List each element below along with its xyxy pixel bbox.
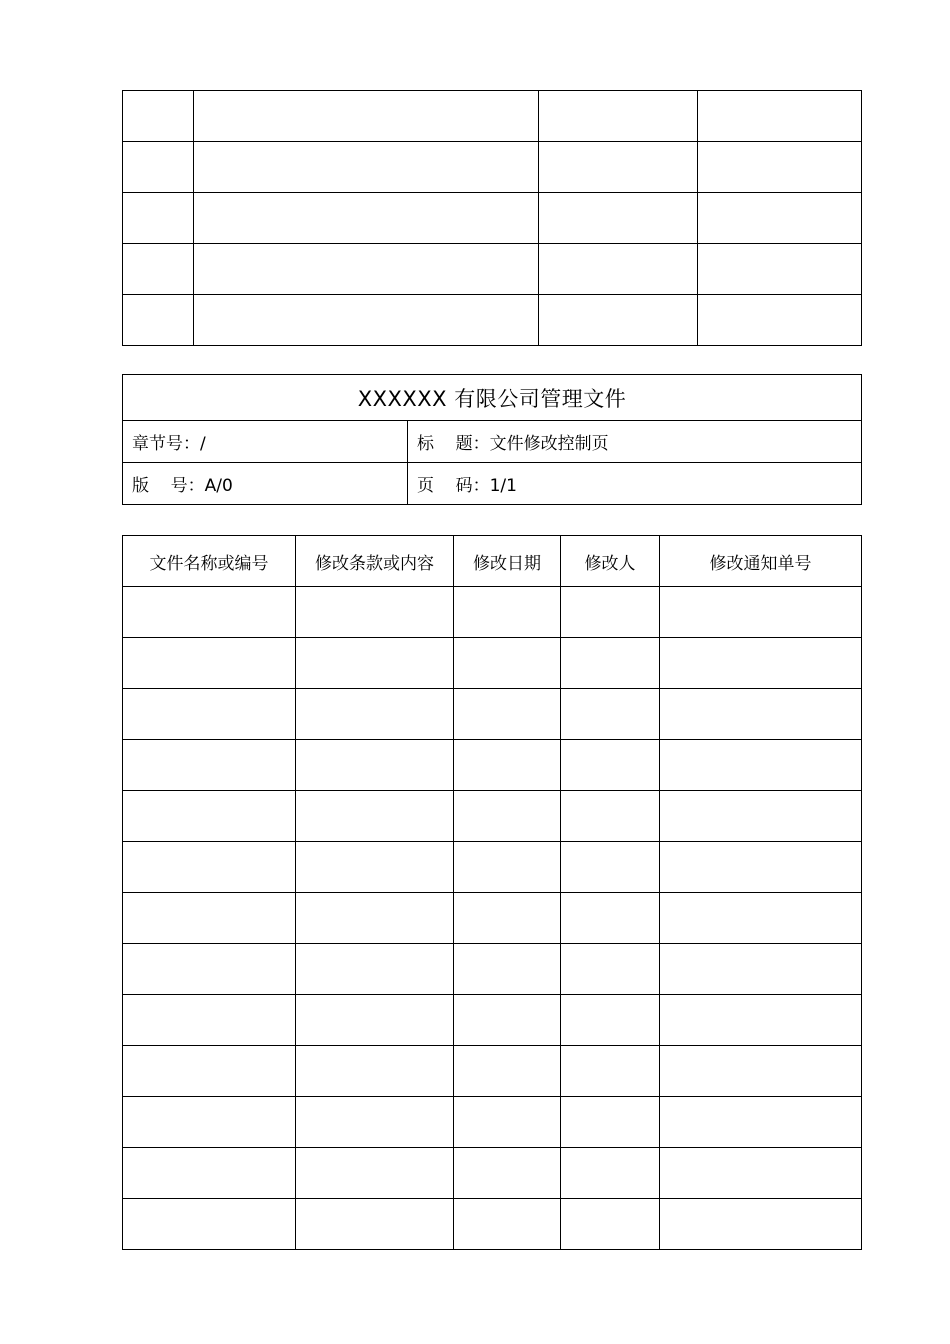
table-cell	[539, 142, 698, 193]
table-row	[123, 1199, 862, 1250]
table-cell	[123, 1046, 296, 1097]
table-row	[123, 893, 862, 944]
table-cell	[454, 842, 561, 893]
table-header-row	[123, 536, 862, 587]
table-cell	[539, 295, 698, 346]
table-row	[123, 91, 862, 142]
column-header-modifier: 修改人	[561, 536, 660, 587]
table-cell	[296, 587, 454, 638]
table-cell	[561, 638, 660, 689]
header-title-row	[123, 375, 862, 421]
table-row	[123, 740, 862, 791]
table-cell	[296, 944, 454, 995]
table-cell	[123, 689, 296, 740]
table-cell	[123, 91, 194, 142]
table-row	[123, 995, 862, 1046]
table-cell	[561, 1046, 660, 1097]
table-cell	[539, 91, 698, 142]
table-cell	[454, 587, 561, 638]
table-cell	[660, 995, 862, 1046]
table-row	[123, 1046, 862, 1097]
table-cell	[123, 893, 296, 944]
table-cell	[123, 193, 194, 244]
table-cell	[194, 142, 539, 193]
chapter-number: 章节号：/	[123, 421, 408, 463]
table-row	[123, 842, 862, 893]
table-row	[123, 689, 862, 740]
header-meta-row	[123, 463, 862, 505]
table-cell	[660, 740, 862, 791]
table-cell	[454, 944, 561, 995]
table-row	[123, 587, 862, 638]
table-cell	[561, 1097, 660, 1148]
table-cell	[123, 1148, 296, 1199]
table-cell	[123, 587, 296, 638]
table-row	[123, 193, 862, 244]
table-cell	[123, 638, 296, 689]
table-cell	[123, 791, 296, 842]
table-row	[123, 244, 862, 295]
table-cell	[296, 689, 454, 740]
table-cell	[123, 244, 194, 295]
table-cell	[698, 91, 862, 142]
table-cell	[561, 944, 660, 995]
table-cell	[561, 1199, 660, 1250]
table-cell	[454, 893, 561, 944]
table-cell	[296, 1148, 454, 1199]
version-number: 版 号：A/0	[123, 463, 408, 505]
table-cell	[660, 944, 862, 995]
table-row	[123, 791, 862, 842]
table-cell	[296, 1097, 454, 1148]
table-row	[123, 1097, 862, 1148]
table-cell	[454, 1199, 561, 1250]
table-cell	[454, 689, 561, 740]
table-cell	[539, 193, 698, 244]
table-cell	[660, 1148, 862, 1199]
table-cell	[194, 91, 539, 142]
table-cell	[660, 1046, 862, 1097]
revision-log-table	[122, 535, 862, 1250]
column-header-change-content: 修改条款或内容	[296, 536, 454, 587]
table-cell	[454, 740, 561, 791]
table-cell	[660, 893, 862, 944]
table-cell	[194, 193, 539, 244]
table-cell	[194, 295, 539, 346]
table-row	[123, 944, 862, 995]
table-cell	[660, 689, 862, 740]
table-row	[123, 295, 862, 346]
table-cell	[660, 638, 862, 689]
table-cell	[194, 244, 539, 295]
table-cell	[296, 638, 454, 689]
document-title: XXXXXX 有限公司管理文件	[123, 375, 862, 421]
table-cell	[698, 193, 862, 244]
table-cell	[296, 740, 454, 791]
table-cell	[123, 995, 296, 1046]
table-cell	[561, 587, 660, 638]
table-cell	[561, 893, 660, 944]
table-cell	[660, 587, 862, 638]
table-cell	[454, 1046, 561, 1097]
page-number: 页 码：1/1	[408, 463, 862, 505]
previous-table	[122, 90, 862, 346]
document-header	[122, 374, 862, 505]
table-cell	[698, 142, 862, 193]
table-cell	[296, 893, 454, 944]
table-cell	[660, 1199, 862, 1250]
table-cell	[660, 791, 862, 842]
table-cell	[123, 740, 296, 791]
table-cell	[296, 1199, 454, 1250]
table-cell	[454, 1148, 561, 1199]
table-row	[123, 638, 862, 689]
table-cell	[454, 995, 561, 1046]
table-cell	[123, 295, 194, 346]
table-cell	[123, 1199, 296, 1250]
table-cell	[296, 842, 454, 893]
table-cell	[561, 995, 660, 1046]
table-row	[123, 1148, 862, 1199]
document-subject: 标 题：文件修改控制页	[408, 421, 862, 463]
table-cell	[296, 995, 454, 1046]
previous-table-body	[123, 91, 862, 346]
table-cell	[561, 1148, 660, 1199]
column-header-change-date: 修改日期	[454, 536, 561, 587]
revision-log-body	[123, 587, 862, 1250]
table-cell	[698, 295, 862, 346]
table-cell	[123, 1097, 296, 1148]
table-row	[123, 142, 862, 193]
table-cell	[296, 791, 454, 842]
table-cell	[561, 842, 660, 893]
table-cell	[561, 689, 660, 740]
table-cell	[454, 638, 561, 689]
table-cell	[123, 142, 194, 193]
table-cell	[454, 1097, 561, 1148]
header-meta-row	[123, 421, 862, 463]
column-header-notice-number: 修改通知单号	[660, 536, 862, 587]
table-cell	[454, 791, 561, 842]
table-cell	[539, 244, 698, 295]
table-cell	[660, 842, 862, 893]
table-cell	[561, 740, 660, 791]
column-header-file-name: 文件名称或编号	[123, 536, 296, 587]
table-cell	[660, 1097, 862, 1148]
table-cell	[561, 791, 660, 842]
table-cell	[123, 944, 296, 995]
table-cell	[698, 244, 862, 295]
table-cell	[296, 1046, 454, 1097]
table-cell	[123, 842, 296, 893]
